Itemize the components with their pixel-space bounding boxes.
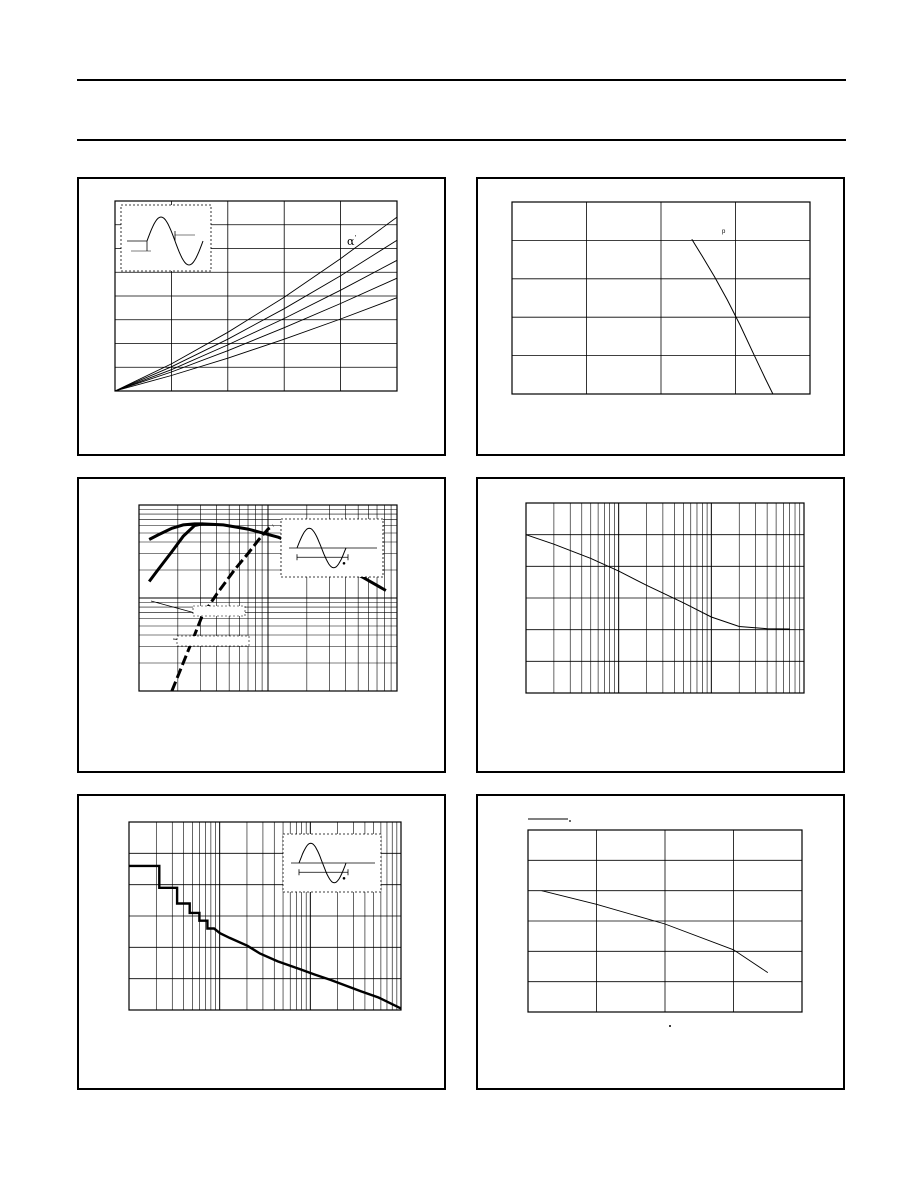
tick-dot [669,1025,671,1027]
annotation-box [193,606,245,616]
inset-marker-dot [343,562,346,565]
series-line-1 [526,535,790,629]
waveform-inset-frame [121,205,211,271]
annotation-box [177,636,249,646]
chart-panel-2 [476,177,845,456]
chart-panel-1 [77,177,446,456]
chart-3-plot [79,479,448,775]
header-rule-bottom [77,139,846,141]
chart-6-plot [478,796,847,1092]
series-line-1 [692,239,773,394]
alpha-prime: ' [355,235,357,242]
series-line-3 [115,260,397,391]
chart-5-plot [79,796,448,1092]
chart-panel-6 [476,794,845,1090]
series-line-4 [115,278,397,391]
chart-panel-5 [77,794,446,1090]
curve-label: p [722,229,726,235]
tick-dot [569,820,571,822]
chart-4-plot [478,479,847,775]
alpha-label: α [347,235,355,248]
chart-1-plot [79,179,448,458]
chart-panel-4 [476,477,845,773]
inset-marker-dot [343,877,346,880]
header-rule-top [77,79,846,81]
chart-panel-3 [77,477,446,773]
chart-2-plot [478,179,847,458]
